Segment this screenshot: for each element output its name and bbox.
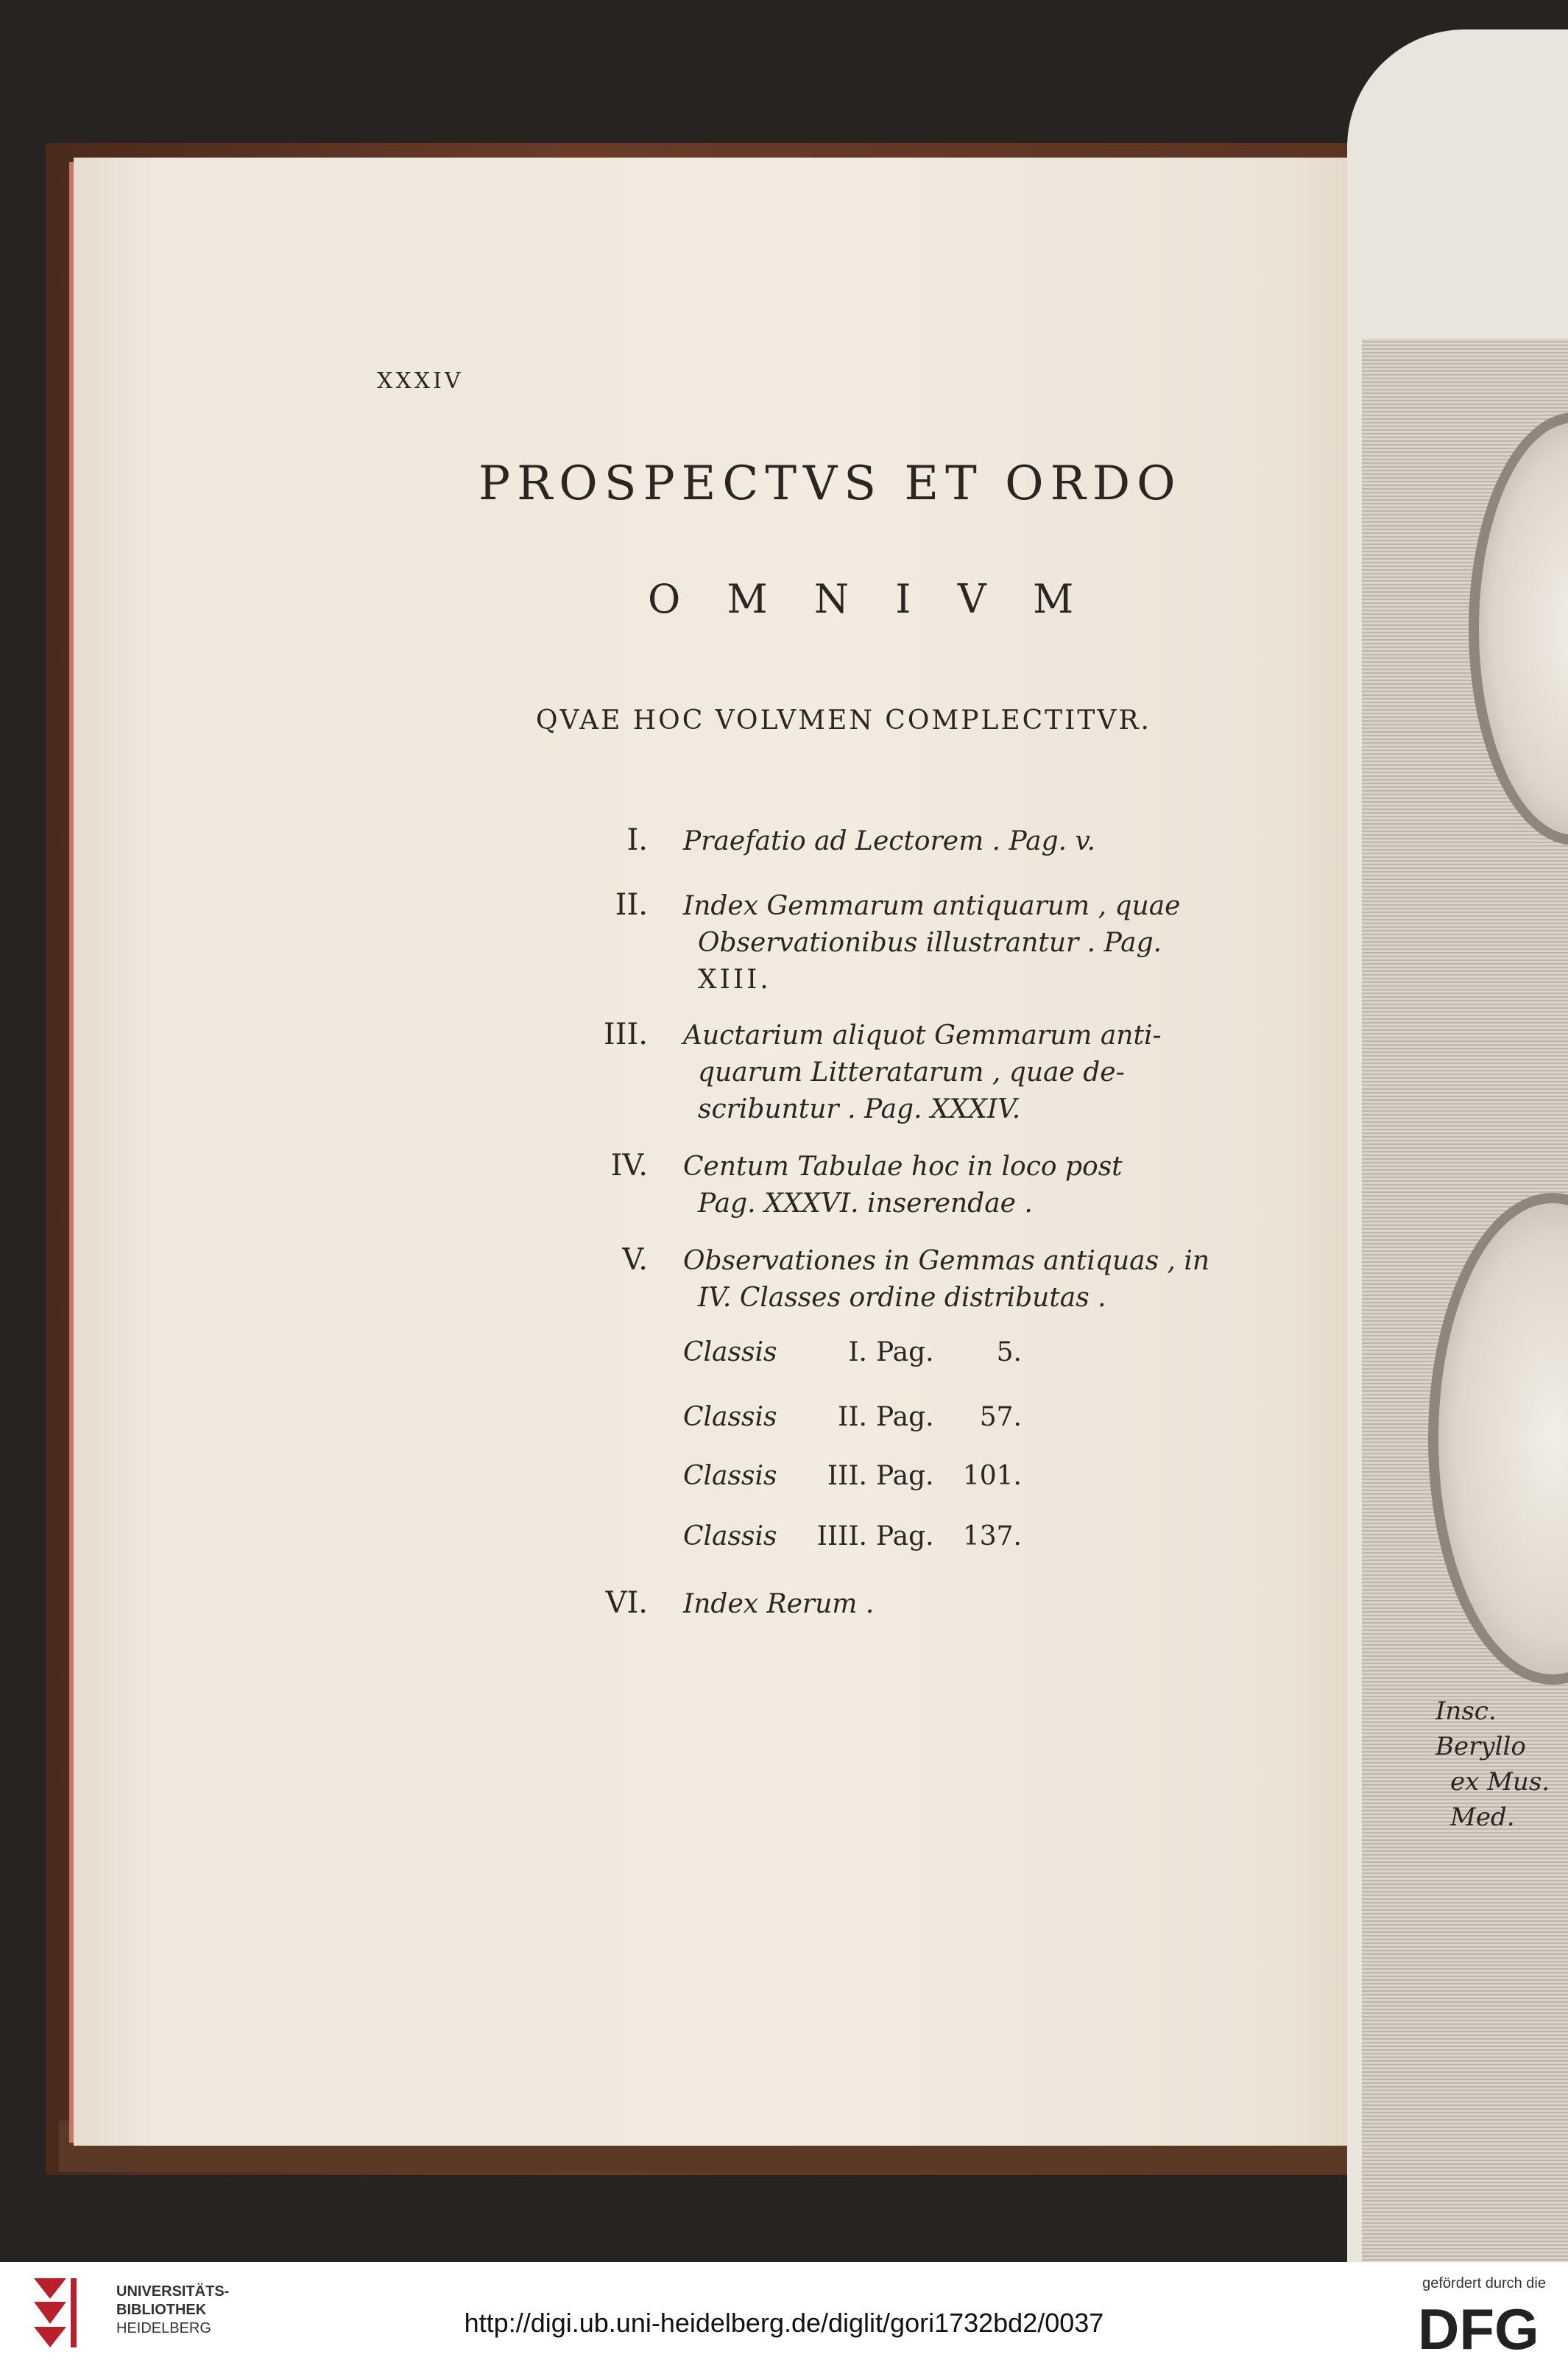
- class-page: 5.: [996, 1337, 1022, 1367]
- permalink-url[interactable]: http://digi.ub.uni-heidelberg.de/diglit/gori1732bd2/0037: [464, 2308, 1104, 2338]
- class-page: 57.: [979, 1402, 1022, 1432]
- entry-line: Index Rerum .: [683, 1589, 875, 1619]
- class-pag: Pag.: [876, 1461, 934, 1491]
- entry-line: IV. Classes ordine distributas .: [698, 1283, 1106, 1313]
- class-label: Classis: [683, 1402, 777, 1432]
- class-row: [683, 1521, 1095, 1558]
- footer-bar: [0, 2262, 1568, 2371]
- entry-line: XIII.: [698, 965, 771, 995]
- entry-line: scribuntur . Pag. XXXIV.: [698, 1094, 1021, 1124]
- class-label: Classis: [683, 1337, 777, 1367]
- entry-line: quarum Litteratarum , quae de-: [698, 1057, 1125, 1088]
- library-line: UNIVERSITÄTS-: [116, 2283, 230, 2300]
- library-line: HEIDELBERG: [116, 2320, 211, 2336]
- class-roman: IIII.: [816, 1521, 867, 1551]
- entry-text: [683, 823, 1140, 860]
- entry-line: Pag. XXXVI. inserendae .: [698, 1188, 1033, 1219]
- engraved-plate: [1347, 29, 1568, 2262]
- class-page: 137.: [962, 1521, 1022, 1551]
- class-pag: Pag.: [876, 1337, 934, 1367]
- entry-line: Observationes in Gemmas antiquas , in: [683, 1246, 1210, 1276]
- class-row: [683, 1461, 1095, 1498]
- page-title: PROSPECTVS ET ORDO: [478, 457, 1182, 511]
- entry-line: Praefatio ad Lectorem . Pag. v.: [683, 826, 1096, 856]
- class-pag: Pag.: [876, 1521, 934, 1551]
- entry-line: Centum Tabulae hoc in loco post: [683, 1152, 1123, 1182]
- entry-line: Index Gemmarum antiquarum , quae: [683, 891, 1181, 921]
- entry-text: [683, 1586, 1140, 1623]
- plate-caption: [1435, 1694, 1568, 1835]
- class-pag: Pag.: [876, 1402, 934, 1432]
- class-row: [683, 1337, 1095, 1374]
- class-label: Classis: [683, 1521, 777, 1551]
- page-subtitle: O M N I V M: [648, 576, 1078, 622]
- class-roman: I.: [848, 1337, 867, 1367]
- entry-number: V.: [622, 1243, 648, 1277]
- funding-label: gefördert durch die: [1422, 2275, 1546, 2291]
- class-label: Classis: [683, 1461, 777, 1491]
- class-roman: III.: [827, 1461, 867, 1491]
- entry-number: VI.: [605, 1586, 648, 1620]
- page-lead: QVAE HOC VOLVMEN COMPLECTITVR.: [536, 705, 1151, 736]
- caption-line: Insc. Beryllo: [1435, 1697, 1526, 1761]
- entry-line: Auctarium aliquot Gemmarum anti-: [683, 1021, 1162, 1051]
- entry-text: [683, 1243, 1210, 1317]
- entry-line: Observationibus illustrantur . Pag.: [698, 928, 1162, 958]
- entry-number: II.: [615, 888, 648, 922]
- entry-text: [683, 888, 1181, 998]
- class-roman: II.: [838, 1402, 867, 1432]
- dfg-logo-icon: [1418, 2297, 1543, 2356]
- caption-line: ex Mus. Med.: [1450, 1767, 1550, 1832]
- entry-text: [683, 1018, 1162, 1128]
- class-page: 101.: [962, 1461, 1022, 1491]
- class-row: [683, 1402, 1095, 1439]
- entry-number: IV.: [610, 1149, 648, 1183]
- folio-number: XXXIV: [377, 368, 464, 394]
- entry-number: III.: [603, 1018, 648, 1051]
- entry-text: [683, 1149, 1140, 1222]
- dfg-logo-text: DFG: [1418, 2297, 1539, 2356]
- entry-number: I.: [626, 823, 648, 857]
- library-line: BIBLIOTHEK: [116, 2302, 207, 2318]
